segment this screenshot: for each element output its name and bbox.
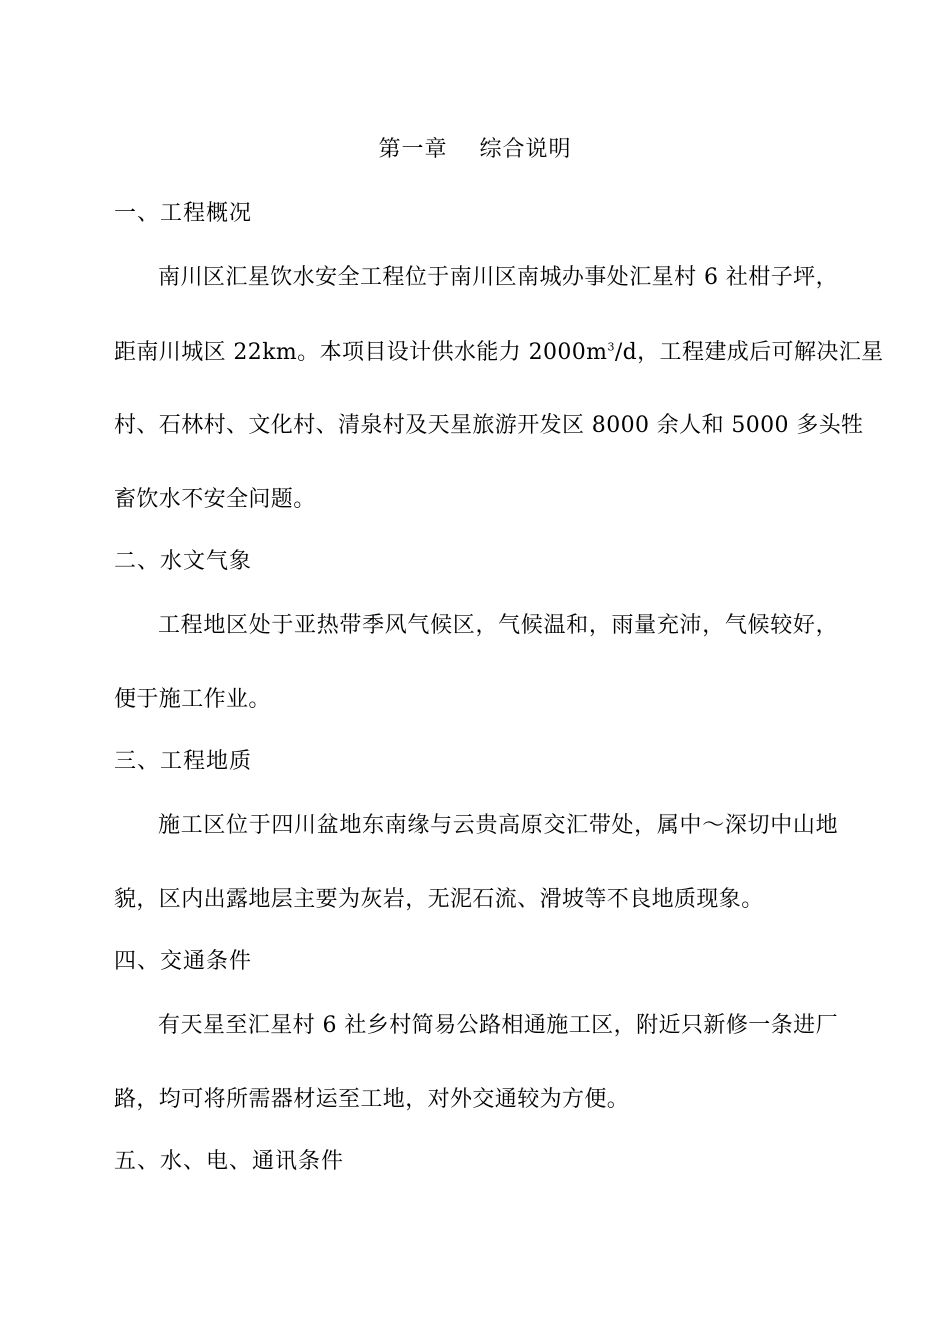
chapter-title: 第一章 综合说明	[378, 137, 572, 162]
text-run: /d，工程建成后可解决汇星	[614, 340, 884, 365]
paragraph-line: 村、石林村、文化村、清泉村及天星旅游开发区 8000 余人和 5000 多头牲	[114, 413, 864, 438]
paragraph-line: 施工区位于四川盆地东南缘与云贵高原交汇带处，属中～深切中山地	[158, 813, 838, 838]
paragraph-line: 有天星至汇星村 6 社乡村简易公路相通施工区，附近只新修一条进厂	[158, 1013, 838, 1038]
paragraph-line: 路，均可将所需器材运至工地，对外交通较为方便。	[114, 1087, 630, 1112]
section-heading-geology: 三、工程地质	[114, 749, 253, 774]
superscript-3: 3	[607, 340, 615, 354]
paragraph-line: 便于施工作业。	[114, 687, 271, 712]
section-heading-transport: 四、交通条件	[114, 949, 253, 974]
text-run: 距南川城区 22km。本项目设计供水能力 2000m	[114, 340, 608, 365]
paragraph-line: 貌，区内出露地层主要为灰岩，无泥石流、滑坡等不良地质现象。	[114, 887, 764, 912]
section-heading-overview: 一、工程概况	[114, 201, 253, 226]
paragraph-line: 南川区汇星饮水安全工程位于南川区南城办事处汇星村 6 社柑子坪，	[158, 265, 838, 290]
paragraph-line: 畜饮水不安全问题。	[114, 487, 316, 512]
paragraph-line	[114, 337, 884, 369]
section-heading-hydrology: 二、水文气象	[114, 549, 253, 574]
paragraph-line: 工程地区处于亚热带季风气候区，气候温和，雨量充沛，气候较好，	[158, 613, 838, 638]
section-heading-utilities: 五、水、电、通讯条件	[114, 1149, 345, 1174]
